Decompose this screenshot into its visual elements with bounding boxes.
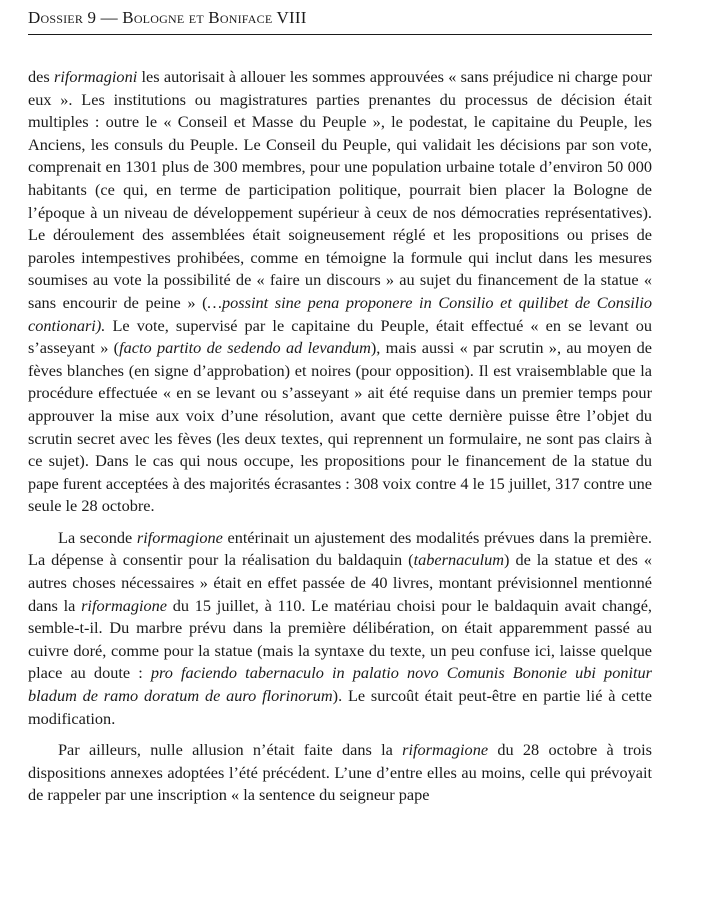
italic-run: pro faciendo tabernaculo in palatio novo Comunis Bononie ubi ponitur bladum de ramo doratum de auro florinorum (28, 663, 653, 706)
paragraph-3 (28, 739, 652, 807)
text-run: ), mais aussi « par scrutin », au moyen de fèves blanches (en signe d’approbation) et noires (pour opposition). Il est vraisemblable que la procédure effectuée « en se levant ou s’asseyant » ait été requise dans un premier temps pour approuver la mise aux voix d’une résolution, avant que cette dernière puisse être l’objet du scrutin secret avec les fèves (les deux textes, qui reprennent un formulaire, ne sont pas clairs à ce sujet). Dans le cas qui nous occupe, les propositions pour le financement de la statue du pape furent acceptées à des majorités écrasantes : 308 voix contre 4 le 15 juillet, 317 contre une seule le 28 octobre. (28, 338, 653, 516)
running-header (28, 8, 652, 35)
text-run: La seconde (58, 527, 137, 547)
italic-run: riformagione (81, 595, 168, 615)
text-run: ). Le surcoût était peut-être en partie lié à cette modification. (28, 686, 652, 728)
text-run: du 15 juillet, à 110. Le matériau choisi pour le baldaquin avait changé, semble-t-il. Du marbre prévu dans la première délibération, on était apparemment passé au cuivre doré, comme pour la statue (mais la syntaxe du texte, un peu confuse ici, laisse quelque place au doute : (28, 595, 652, 683)
text-run: Par ailleurs, nulle allusion n’était faite dans la (58, 740, 403, 760)
italic-run: tabernaculum (413, 550, 505, 570)
text-run: Le vote, supervisé par le capitaine du Peuple, était effectué « en se levant ou s’asseyant » ( (28, 315, 652, 358)
header-subject: Bologne et Boniface VIII (122, 8, 307, 27)
header-separator: — (100, 8, 118, 27)
italic-run: riformagione (402, 740, 489, 760)
text-run: du 28 octobre à trois dispositions annexes adoptées l’été précédent. L’une d’entre elles au moins, celle qui prévoyait de rappeler par une inscription « la sentence du seigneur pape (28, 740, 653, 805)
text-run: les autorisait à allouer les sommes approuvées « sans préjudice ni charge pour eux ». Les institutions ou magistratures parties prenantes du processus de décision était multiples : outre le « Conseil et Masse du Peuple », le podestat, le capitaine du Peuple, les Anciens, les consuls du Peuple. Le Conseil du Peuple, qui validait les décisions par son vote, comprenait en 1301 plus de 300 membres, pour une population urbaine totale d’environ 50 000 habitants (ce qui, en terme de participation politique, pourrait bien placer la Bologne de l’époque à un niveau de développement supérieur à ceux de nos démocraties représentatives). Le déroulement des assemblées était soigneusement réglé et les propositions ou prises de paroles intempestives prohibées, comme en témoigne la formule qui inclut dans les mesures soumises au vote la possibilité de « faire un discours » au sujet du financement de la statue « sans encourir de peine » ( (28, 67, 653, 312)
italic-run: …possint sine pena proponere in Consilio et quilibet de Consilio contionari). (28, 292, 652, 335)
text-run: entérinait un ajustement des modalités prévues dans la première. La dépense à consentir pour la réalisation du baldaquin ( (28, 527, 653, 570)
italic-run: riformagioni (54, 67, 138, 86)
text-run: ) de la statue et des « autres choses nécessaires » était en effet passée de 40 livres, montant prévisionnel mentionné dans la (28, 550, 653, 615)
header-dossier: Dossier 9 (28, 8, 97, 27)
italic-run: riformagione (136, 527, 223, 547)
italic-run: facto partito de sedendo ad levandum (119, 338, 371, 358)
body-text (28, 66, 652, 807)
text-run: des (28, 67, 54, 86)
paragraph-1 (28, 66, 652, 518)
paragraph-2 (28, 527, 652, 730)
